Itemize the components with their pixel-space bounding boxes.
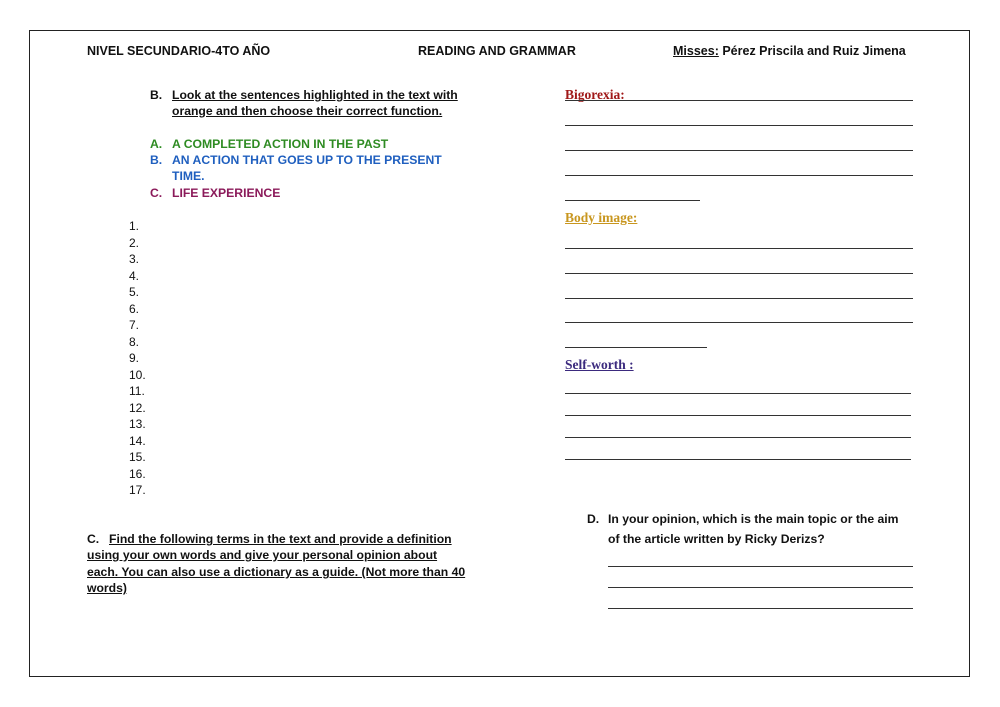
answer-line[interactable] (608, 587, 913, 588)
option-b-text-line1: AN ACTION THAT GOES UP TO THE PRESENT (172, 153, 442, 167)
list-item: 10. (129, 367, 146, 382)
answer-line[interactable] (565, 437, 911, 438)
list-item: 3. (129, 252, 140, 266)
list-item: 5. (129, 285, 140, 299)
list-item: 15. (129, 450, 146, 464)
answer-line[interactable] (608, 608, 913, 609)
section-c-line3: each. You can also use a dictionary as a guide. (Not more than 40 (87, 565, 466, 579)
list-item: 2. (129, 235, 140, 250)
term-bigorexia: Bigorexia: (565, 87, 625, 102)
answer-line[interactable] (565, 273, 913, 274)
option-c-text: LIFE EXPERIENCE (172, 186, 281, 200)
list-item: 7. (129, 318, 140, 332)
section-d-letter: D. (587, 512, 600, 526)
section-b-instruction-line1: Look at the sentences highlighted in the text with (172, 88, 458, 102)
answer-line[interactable] (565, 347, 707, 348)
answer-line[interactable] (565, 125, 913, 126)
list-item: 11. (129, 384, 145, 398)
list-item: 12. (129, 400, 146, 415)
section-c-line4: words) (87, 581, 127, 595)
answer-line[interactable] (565, 393, 911, 394)
list-item: 17. (129, 483, 146, 497)
section-c-line1: Find the following terms in the text and provide a definition (109, 532, 452, 546)
answer-line[interactable] (565, 200, 700, 201)
worksheet-frame (29, 30, 970, 677)
section-b-instruction-line2: orange and then choose their correct function. (172, 104, 443, 118)
answer-line[interactable] (608, 566, 913, 567)
header-title: READING AND GRAMMAR (418, 44, 576, 58)
answer-line[interactable] (565, 100, 913, 101)
option-a-text: A COMPLETED ACTION IN THE PAST (172, 137, 389, 151)
option-b-text-line2: TIME. (172, 169, 205, 183)
list-item: 13. (129, 417, 146, 431)
option-a-letter: A. (150, 137, 163, 151)
list-item: 8. (129, 334, 140, 349)
term-body-image: Body image: (565, 210, 638, 225)
header-teachers-label: Misses: (673, 44, 719, 58)
list-item: 9. (129, 351, 140, 365)
section-c-letter: C. (87, 532, 100, 546)
section-d-line1: In your opinion, which is the main topic or the aim (608, 512, 899, 526)
list-item: 6. (129, 301, 140, 316)
term-self-worth: Self-worth : (565, 357, 634, 372)
answer-line[interactable] (565, 459, 911, 460)
header-teachers (673, 44, 906, 58)
answer-line[interactable] (565, 415, 911, 416)
section-b-letter: B. (150, 88, 163, 102)
list-item: 1. (129, 219, 140, 233)
answer-line[interactable] (565, 248, 913, 249)
header-teachers-names: Pérez Priscila and Ruiz Jimena (718, 44, 906, 58)
option-b-letter: B. (150, 153, 163, 167)
list-item: 4. (129, 268, 140, 283)
section-d-line2: of the article written by Ricky Derizs? (608, 532, 825, 546)
answer-line[interactable] (565, 150, 913, 151)
header-level: NIVEL SECUNDARIO-4TO AÑO (87, 44, 271, 58)
section-c-line2: using your own words and give your personal opinion about (87, 548, 438, 562)
list-item: 14. (129, 433, 146, 448)
answer-line[interactable] (565, 175, 913, 176)
list-item: 16. (129, 466, 146, 481)
option-c-letter: C. (150, 186, 163, 200)
answer-line[interactable] (565, 298, 913, 299)
answer-line[interactable] (565, 322, 913, 323)
